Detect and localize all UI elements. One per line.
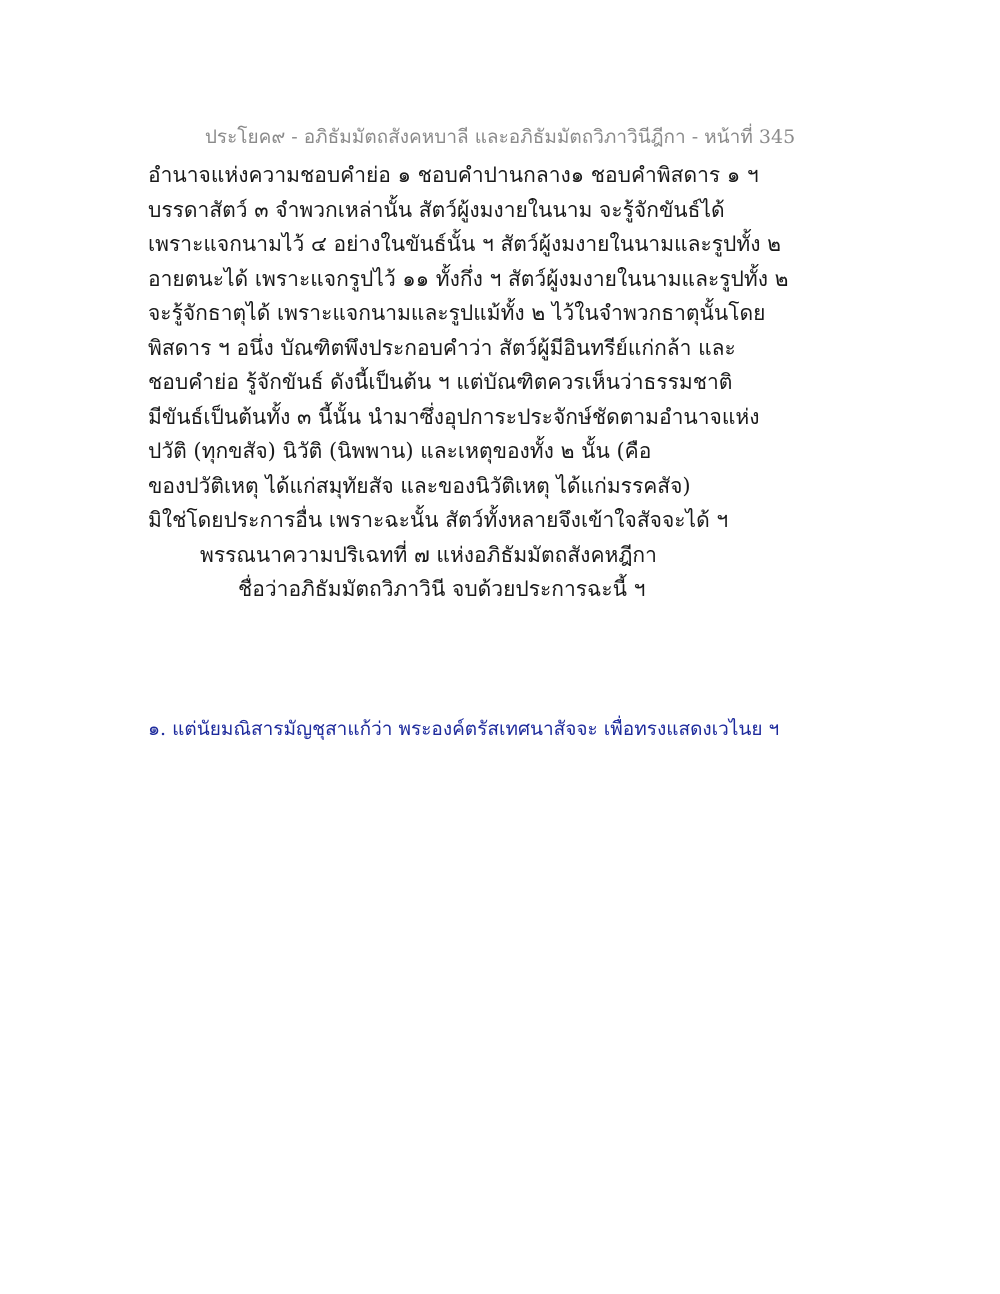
running-header: ประโยค๙ - อภิธัมมัตถสังคหบาลี และอภิธัมมัตถวิภาวินีฎีกา - หน้าที่ 345 — [204, 126, 796, 148]
body-line-5: จะรู้จักธาตุได้ เพราะแจกนามและรูปแม้ทั้ง ๒ ไว้ในจำพวกธาตุนั้นโดย — [148, 301, 766, 325]
body-line-9: ปวัติ (ทุกขสัจ) นิวัติ (นิพพาน) และเหตุของทั้ง ๒ นั้น (คือ — [148, 439, 652, 463]
body-line-10: ของปวัติเหตุ ได้แก่สมุทัยสัจ และของนิวัติเหตุ ได้แก่มรรคสัจ) — [148, 473, 691, 498]
body-line-1: อำนาจแห่งความชอบคำย่อ ๑ ชอบคำปานกลาง๑ ชอบคำพิสดาร ๑ ฯ — [148, 163, 759, 187]
body-line-8: มีขันธ์เป็นต้นทั้ง ๓ นี้นั้น นำมาซึ่งอุปการะประจักษ์ชัดตามอำนาจแห่ง — [148, 404, 760, 429]
closing-line-1: พรรณนาความปริเฉทที่ ๗ แห่งอภิธัมมัตถสังคหฎีกา — [200, 542, 657, 567]
body-line-3: เพราะแจกนามไว้ ๔ อย่างในขันธ์นั้น ฯ สัตว์ผู้งมงายในนามและรูปทั้ง ๒ — [148, 232, 781, 256]
body-text — [148, 158, 868, 607]
body-line-4: อายตนะได้ เพราะแจกรูปไว้ ๑๑ ทั้งกึ่ง ฯ สัตว์ผู้งมงายในนามและรูปทั้ง ๒ — [148, 266, 789, 291]
body-line-7: ชอบคำย่อ รู้จักขันธ์ ดังนี้เป็นต้น ฯ แต่บัณฑิตควรเห็นว่าธรรมชาติ — [148, 370, 733, 394]
closing-line-2: ชื่อว่าอภิธัมมัตถวิภาวินี จบด้วยประการฉะนี้ ฯ — [238, 577, 646, 601]
body-line-11: มิใช่โดยประการอื่น เพราะฉะนั้น สัตว์ทั้งหลายจึงเข้าใจสัจจะได้ ฯ — [148, 508, 729, 532]
footnote: ๑. แต่นัยมณิสารมัญชุสาแก้ว่า พระองค์ตรัสเทศนาสัจจะ เพื่อทรงแสดงเวไนย ฯ — [148, 718, 780, 740]
body-line-6: พิสดาร ฯ อนึ่ง บัณฑิตพึงประกอบคำว่า สัตว์ผู้มีอินทรีย์แก่กล้า และ — [148, 335, 736, 360]
body-line-2: บรรดาสัตว์ ๓ จำพวกเหล่านั้น สัตว์ผู้งมงายในนาม จะรู้จักขันธ์ได้ — [148, 197, 725, 222]
